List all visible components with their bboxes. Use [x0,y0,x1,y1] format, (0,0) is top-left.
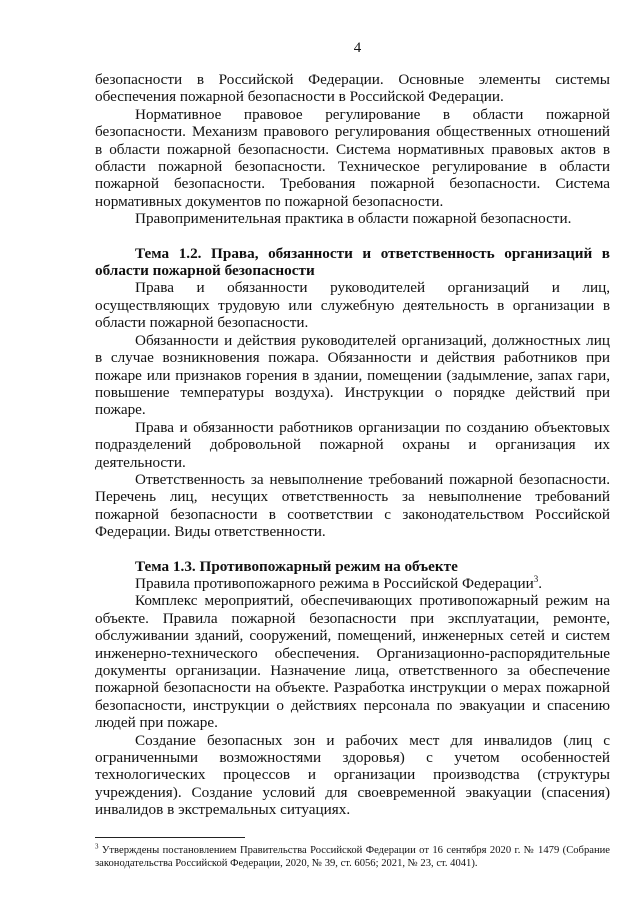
footnote-marker: 3 [95,842,99,851]
page-number: 4 [353,40,362,56]
topic-1-2-heading: Тема 1.2. Права, обязанности и ответственность организаций в области пожарной безопасности [95,244,610,280]
footnote-text: Утверждены постановлением Правительства Российской Федерации от 16 сентября 2020 г. № 1479 (Собрание законодательства Российской Федерации, 2020, № 39, ст. 6056; 2021, № 23, ст. 4041). [95,844,610,869]
topic-1-2-paragraph-2: Обязанности и действия руководителей организаций, должностных лиц в случае возникновения пожара. Обязанности и действия работников при пожаре или признаков горения в здании, помещении (задымление, запах гари, повышение температуры воздуха). Инструкции о порядке действий при пожаре. [95,331,610,419]
footnote-reference[interactable]: 3 [533,573,539,584]
intro-paragraph-1: безопасности в Российской Федерации. Основные элементы системы обеспечения пожарной безопасности в Российской Федерации. [95,71,610,106]
topic-1-3-paragraph-1-end: . [538,574,543,592]
intro-paragraph-2: Нормативное правовое регулирование в области пожарной безопасности. Механизм правового регулирования общественных отношений в области пожарной безопасности. Система нормативных правовых актов в области пожарной безопасности. Техническое регулирование в области пожарной безопасности. Требования пожарной безопасности. Система нормативных документов по пожарной безопасности. [95,105,610,210]
topic-1-2-paragraph-1: Права и обязанности руководителей организаций и лиц, осуществляющих трудовую или служебную деятельность в организации в области пожарной безопасности. [95,279,610,332]
topic-1-3-paragraph-3: Создание безопасных зон и рабочих мест для инвалидов (лиц с ограниченными возможностями здоровья) с учетом особенностей технологических процессов и организации производства (структуры учреждения). Создание условий для своевременной эвакуации (спасения) инвалидов в экстремальных ситуациях. [95,731,610,819]
footnote [95,844,610,870]
topic-1-3-paragraph-1 [95,575,610,592]
topic-1-3-paragraph-1-text: Правила противопожарного режима в Российской Федерации [135,574,534,592]
topic-1-3-heading: Тема 1.3. Противопожарный режим на объекте [135,557,458,575]
topic-1-3-paragraph-2: Комплекс мероприятий, обеспечивающих противопожарный режим на объекте. Правила пожарной безопасности при эксплуатации, ремонте, обслуживании зданий, сооружений, помещений, инженерных сетей и систем инженерно-технического обеспечения. Организационно-распорядительные документы организации. Назначение лица, ответственного за обеспечение пожарной безопасности на объекте. Разработка инструкции о мерах пожарной безопасности, инструкции о действиях персонала по эвакуации и спасению людей при пожаре. [95,592,610,732]
intro-paragraph-3: Правоприменительная практика в области пожарной безопасности. [135,210,572,228]
topic-1-2-paragraph-4: Ответственность за невыполнение требований пожарной безопасности. Перечень лиц, несущих ответственность за невыполнение требований пожарной безопасности в соответствии с законодательством Российской Федерации. Виды ответственности. [95,470,610,541]
footnote-divider [95,837,245,838]
topic-1-2-paragraph-3: Права и обязанности работников организации по созданию объектовых подразделений добровольной пожарной охраны и организация их деятельности. [95,418,610,471]
